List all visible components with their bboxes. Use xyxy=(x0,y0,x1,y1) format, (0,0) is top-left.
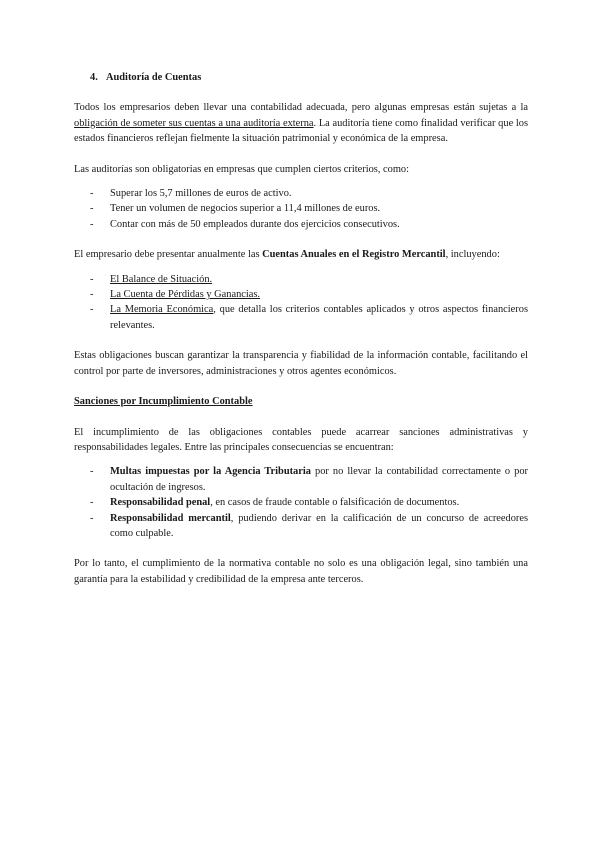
paragraph-intro-text-end: . La auditoría tiene como finalidad verificar que los estados financieros reflejan fielmente la situación patrimonial y económica de la empresa. xyxy=(74,117,528,145)
list-item-text: , en casos de fraude contable o falsificación de documentos. xyxy=(210,497,460,509)
list-item-text: por no llevar la contabilidad correctamente o por ocultación de ingresos. xyxy=(110,466,528,493)
balance-sheet-link: El Balance de Situación. xyxy=(110,273,213,285)
paragraph-conclusion: Por lo tanto, el cumplimiento de la normativa contable no solo es una obligación legal, sino también una garantía para la estabilidad y credibilidad de la empresa ante terceros. xyxy=(74,558,528,585)
dash-bullet: - xyxy=(90,466,94,478)
criteria-list xyxy=(74,186,528,232)
list-item-bold: Responsabilidad penal xyxy=(110,497,211,509)
paragraph-annual-accounts-text-end: , incluyendo: xyxy=(445,249,500,261)
annual-report-link: La Memoria Económica xyxy=(110,304,214,316)
list-item-text: Contar con más de 50 empleados durante dos ejercicios consecutivos. xyxy=(110,218,400,230)
list-item xyxy=(74,217,528,232)
subsection-title: Sanciones por Incumplimiento Contable xyxy=(74,396,253,408)
list-item-text: , que detalla los criterios contables aplicados y otros aspectos financieros relevantes. xyxy=(110,304,528,331)
dash-bullet: - xyxy=(90,273,94,285)
audit-obligation-link: obligación de someter sus cuentas a una auditoría externa xyxy=(74,117,314,129)
income-statement-link: La Cuenta de Pérdidas y Ganancias. xyxy=(110,289,261,301)
heading-number: 4. xyxy=(90,72,98,83)
list-item-bold: Responsabilidad mercantil xyxy=(110,512,231,524)
annual-accounts-list xyxy=(74,272,528,334)
list-item xyxy=(74,287,528,302)
section-heading xyxy=(74,70,528,85)
dash-bullet: - xyxy=(90,512,94,524)
list-item xyxy=(74,464,528,495)
list-item xyxy=(74,272,528,287)
paragraph-annual-accounts-text: El empresario debe presentar anualmente las xyxy=(74,249,263,261)
sanctions-list xyxy=(74,464,528,541)
dash-bullet: - xyxy=(90,188,94,200)
heading-title: Auditoría de Cuentas xyxy=(106,72,202,83)
dash-bullet: - xyxy=(90,218,94,230)
dash-bullet: - xyxy=(90,304,94,316)
paragraph-criteria-intro: Las auditorías son obligatorias en empresas que cumplen ciertos criterios, como: xyxy=(74,163,410,175)
paragraph-purpose: Estas obligaciones buscan garantizar la transparencia y fiabilidad de la información contable, facilitando el control por parte de inversores, administraciones y otros agentes económicos. xyxy=(74,350,528,377)
document-body xyxy=(74,70,528,587)
paragraph-annual-accounts xyxy=(74,247,528,262)
dash-bullet: - xyxy=(90,497,94,509)
list-item-bold: Multas impuestas por la Agencia Tributaria xyxy=(110,466,311,478)
list-item xyxy=(74,201,528,216)
dash-bullet: - xyxy=(90,203,94,215)
list-item-text: , pudiendo derivar en la calificación de un concurso de acreedores como culpable. xyxy=(110,512,529,539)
annual-accounts-bold: Cuentas Anuales en el Registro Mercantil xyxy=(262,249,446,261)
list-item-text: Superar los 5,7 millones de euros de activo. xyxy=(110,188,292,200)
paragraph-intro-text: Todos los empresarios deben llevar una contabilidad adecuada, pero algunas empresas están sujetas a la xyxy=(74,102,528,114)
list-item xyxy=(74,511,528,542)
dash-bullet: - xyxy=(90,289,94,301)
paragraph-intro xyxy=(74,100,528,146)
paragraph-sanctions-intro: El incumplimiento de las obligaciones contables puede acarrear sanciones administrativas y responsabilidades legales. Entre las principales consecuencias se encuentran: xyxy=(74,426,528,453)
list-item xyxy=(74,186,528,201)
list-item xyxy=(74,302,528,333)
list-item xyxy=(74,495,528,510)
list-item-text: Tener un volumen de negocios superior a 11,4 millones de euros. xyxy=(110,203,381,215)
